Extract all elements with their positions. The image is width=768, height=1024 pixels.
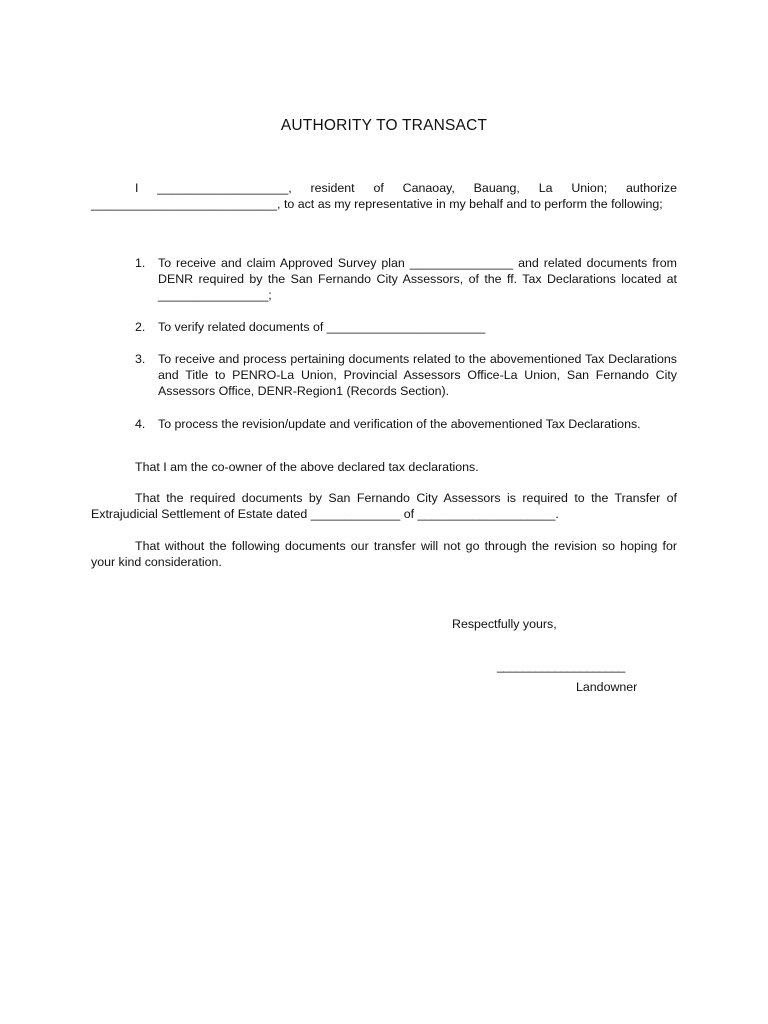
signature-role: Landowner (576, 680, 638, 694)
list-item-number: 2. (135, 320, 146, 334)
intro-paragraph: I ___________________, resident of Canaoay, Bauang, La Union; authorize ___________________________, to act as my representative in my behalf and to perform the following; (91, 181, 677, 211)
closing-salutation: Respectfully yours, (452, 617, 557, 631)
coowner-paragraph: That I am the co-owner of the above declared tax declarations. (135, 460, 479, 474)
document-title: AUTHORITY TO TRANSACT (280, 117, 488, 134)
list-item-number: 3. (135, 352, 146, 366)
required-documents-paragraph: That the required documents by San Fernando City Assessors is required to the Transfer of Extrajudicial Settlement of Estate dated _____________ of ____________________. (91, 491, 677, 521)
consideration-paragraph: That without the following documents our transfer will not go through the revision so hoping for your kind consideration. (91, 539, 677, 569)
list-item (135, 319, 677, 335)
list-item (135, 416, 677, 432)
list-item-text: To receive and process pertaining documents related to the abovementioned Tax Declarations and Title to PENRO-La Union, Provincial Assessors Office-La Union, San Fernando City Assessors Office, DENR-Region1 (Records Section). (158, 352, 677, 398)
list-item-number: 1. (135, 256, 146, 270)
list-item-text: To receive and claim Approved Survey plan _______________ and related documents from DENR required by the San Fernando City Assessors, of the ff. Tax Declarations located at ________________; (158, 256, 677, 302)
list-item-text: To verify related documents of _______________________ (158, 320, 486, 334)
list-item-text: To process the revision/update and verification of the abovementioned Tax Declarations. (158, 417, 641, 431)
list-item (135, 351, 677, 399)
list-item-number: 4. (135, 417, 146, 431)
list-item (135, 255, 677, 303)
signature-line: ____________________ (497, 659, 625, 673)
